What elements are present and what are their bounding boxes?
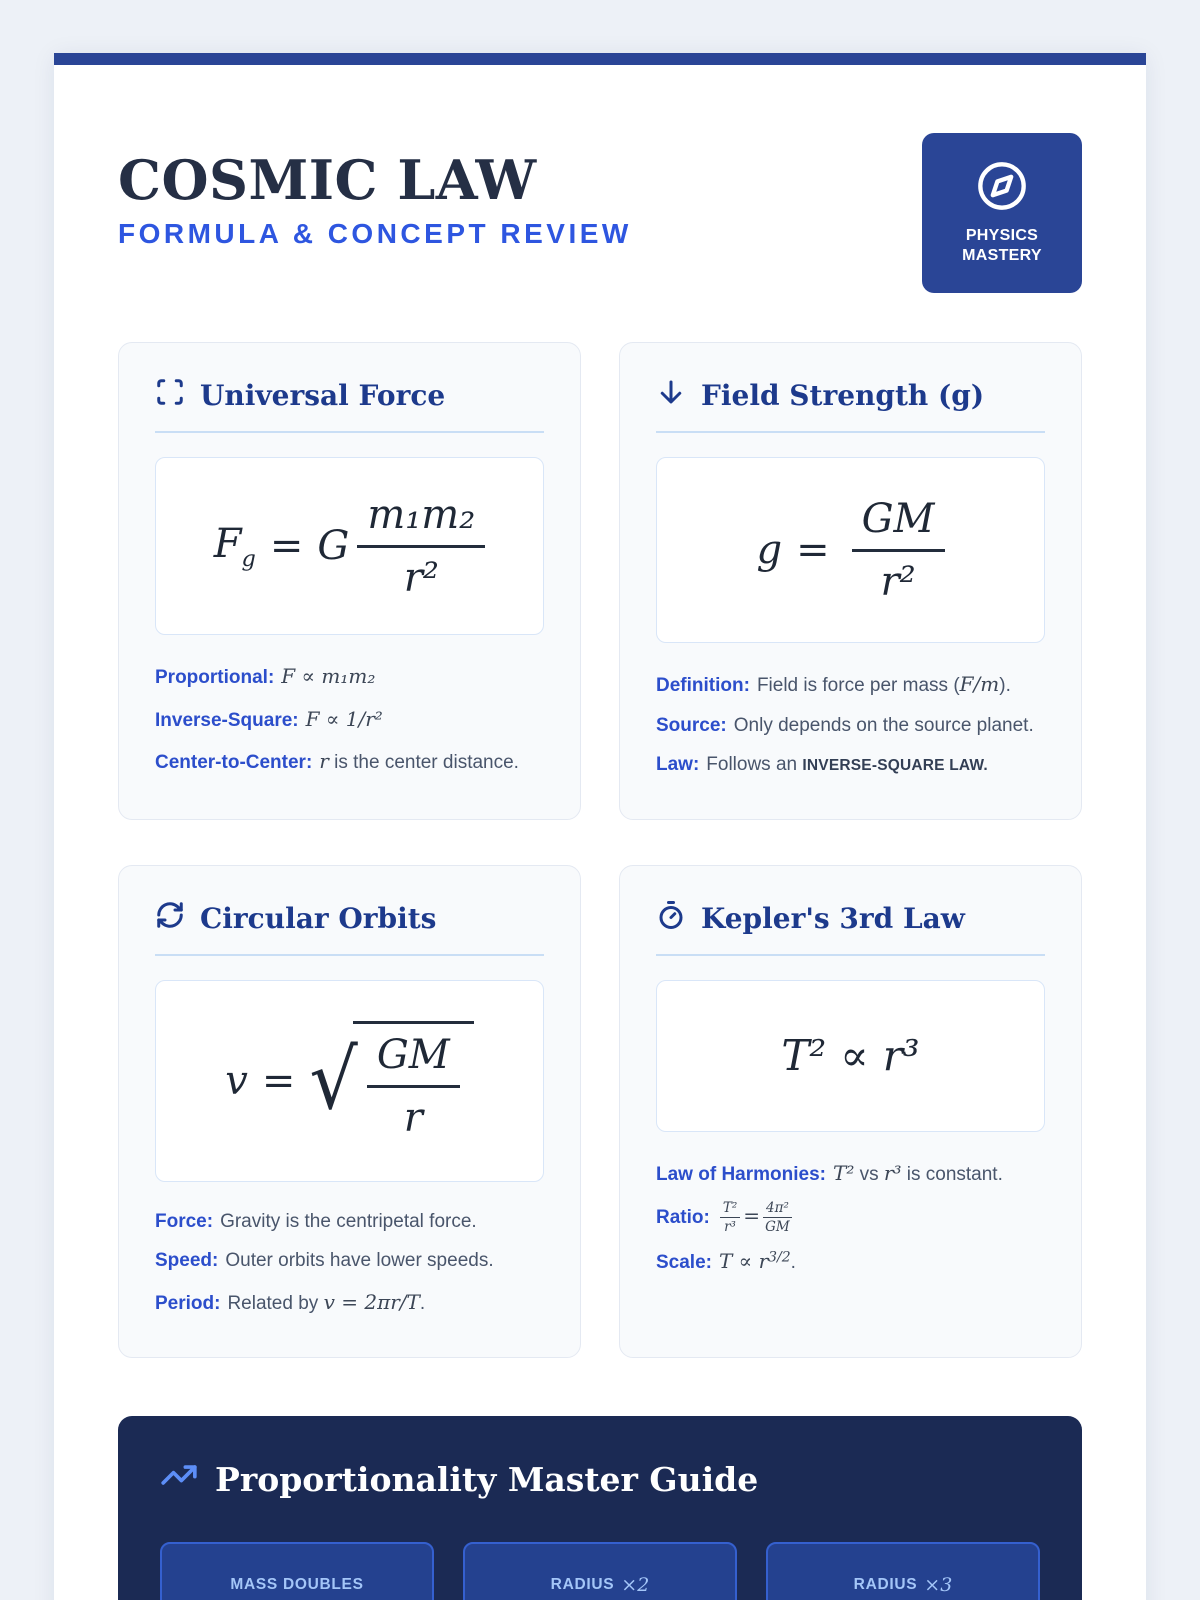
card-keplers-law xyxy=(619,865,1082,1359)
page-title: COSMIC LAW xyxy=(118,148,537,212)
formula-field-strength: g = $\frac{GM}{\text{r²}}$ xyxy=(756,496,944,605)
physics-mastery-badge xyxy=(922,133,1082,293)
formula-keplers-law: T² ∝ r³ xyxy=(781,1031,920,1081)
note-line: Inverse-Square: F ∝ 1/r² xyxy=(155,706,383,731)
guide-item-label: RADIUS xyxy=(550,1576,615,1594)
note-line: Law of Harmonies: T² vs r³ is constant. xyxy=(656,1160,1003,1185)
formula-box xyxy=(656,980,1045,1132)
card-title-row xyxy=(656,377,1045,414)
divider xyxy=(155,431,544,433)
note-line: Scale: $T \propto r^{3/2}$. xyxy=(656,1249,796,1274)
note-line: Period: Related by v = 2πr/T. xyxy=(155,1289,426,1314)
guide-item-radius-x3 xyxy=(766,1542,1040,1600)
note-line: Law: Follows an INVERSE-SQUARE LAW. xyxy=(656,754,988,776)
card-title: Circular Orbits xyxy=(200,901,437,935)
badge-line2: MASTERY xyxy=(962,247,1042,264)
note-line: Source: Only depends on the source planet. xyxy=(656,714,1034,736)
guide-title-row xyxy=(160,1456,1040,1502)
note-line: Center-to-Center: r is the center distance. xyxy=(155,749,519,774)
proportionality-guide xyxy=(118,1416,1082,1600)
guide-item-label: MASS DOUBLES xyxy=(230,1576,364,1594)
page-content xyxy=(54,65,1146,1600)
refresh-icon xyxy=(155,900,185,937)
card-title-row xyxy=(155,900,544,937)
card-title: Kepler's 3rd Law xyxy=(701,901,965,935)
divider xyxy=(656,431,1045,433)
guide-item-mass-doubles xyxy=(160,1542,434,1600)
header xyxy=(118,65,1082,264)
arrow-down-icon xyxy=(656,377,686,414)
card-title-row xyxy=(656,900,1045,937)
page-subtitle: FORMULA & CONCEPT REVIEW xyxy=(118,218,632,250)
scan-icon xyxy=(155,377,185,414)
guide-title: Proportionality Master Guide xyxy=(215,1459,759,1499)
formula-box xyxy=(656,457,1045,643)
card-title-row xyxy=(155,377,544,414)
formula-cards-grid xyxy=(118,342,1082,1358)
guide-item-radius-x2 xyxy=(463,1542,737,1600)
formula-orbital-speed: v = √ $\frac{GM}{r}$ xyxy=(225,1021,473,1141)
card-field-strength xyxy=(619,342,1082,820)
radical-sign: √ xyxy=(309,1031,358,1128)
compass-icon xyxy=(976,160,1028,212)
card-title: Universal Force xyxy=(200,379,446,413)
formula-box xyxy=(155,457,544,635)
formula-box xyxy=(155,980,544,1182)
timer-icon xyxy=(656,900,686,937)
note-line: Ratio: $\frac{\text{T²}}{\text{r³}}$ = $\frac{\text{4π²}}{GM}$ xyxy=(656,1200,1045,1235)
note-line: Definition: Field is force per mass (F/m). xyxy=(656,672,1011,697)
trending-up-icon xyxy=(160,1456,198,1502)
note-line: Proportional: F ∝ m₁m₂ xyxy=(155,664,376,689)
card-title: Field Strength (g) xyxy=(701,379,985,413)
badge-line1: PHYSICS xyxy=(965,227,1039,245)
card-circular-orbits xyxy=(118,865,581,1359)
card-universal-force xyxy=(118,342,581,820)
divider xyxy=(656,954,1045,956)
guide-items xyxy=(160,1542,1040,1600)
divider xyxy=(155,954,544,956)
badge-text xyxy=(962,226,1042,265)
guide-item-math: ×2 xyxy=(621,1574,650,1597)
page-card xyxy=(54,53,1146,1600)
guide-item-math: ×3 xyxy=(924,1574,953,1597)
guide-item-label: RADIUS xyxy=(853,1576,918,1594)
formula-universal-force: $F_g$ = G $\frac{\text{m₁m₂}}{\text{r²}}$ xyxy=(214,492,486,601)
note-line: Speed: Outer orbits have lower speeds. xyxy=(155,1250,494,1272)
note-line: Force: Gravity is the centripetal force. xyxy=(155,1210,477,1232)
top-accent-bar xyxy=(54,53,1146,65)
